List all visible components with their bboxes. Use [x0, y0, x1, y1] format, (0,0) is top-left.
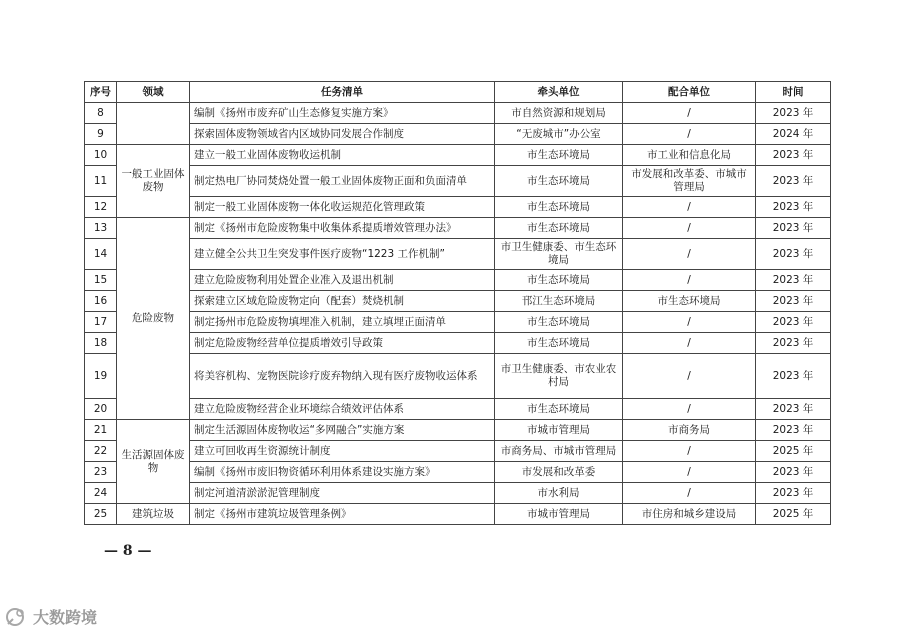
cell-domain: 建筑垃圾	[117, 504, 190, 525]
cell-task: 制定一般工业固体废物一体化收运规范化管理政策	[190, 197, 495, 218]
cell-coop: /	[623, 462, 756, 483]
cell-time: 2023 年	[756, 333, 831, 354]
cell-time: 2024 年	[756, 124, 831, 145]
cell-no: 11	[85, 166, 117, 197]
cell-task: 探索建立区域危险废物定向（配套）焚烧机制	[190, 291, 495, 312]
cell-no: 20	[85, 399, 117, 420]
cell-coop: 市生态环境局	[623, 291, 756, 312]
cell-task: 编制《扬州市废旧物资循环利用体系建设实施方案》	[190, 462, 495, 483]
cell-time: 2025 年	[756, 441, 831, 462]
cell-lead: 市卫生健康委、市生态环境局	[495, 239, 623, 270]
cell-no: 19	[85, 354, 117, 399]
table-row	[85, 354, 831, 399]
cell-no: 17	[85, 312, 117, 333]
table-row	[85, 239, 831, 270]
cell-no: 12	[85, 197, 117, 218]
cell-lead: 市生态环境局	[495, 270, 623, 291]
cell-time: 2023 年	[756, 145, 831, 166]
cell-coop: /	[623, 483, 756, 504]
cell-time: 2023 年	[756, 399, 831, 420]
cell-task: 制定生活源固体废物收运“多网融合”实施方案	[190, 420, 495, 441]
cell-task: 制定扬州市危险废物填埋准入机制，建立填埋正面清单	[190, 312, 495, 333]
cell-no: 25	[85, 504, 117, 525]
cell-no: 9	[85, 124, 117, 145]
cell-task: 制定《扬州市建筑垃圾管理条例》	[190, 504, 495, 525]
table-row	[85, 333, 831, 354]
cell-time: 2023 年	[756, 354, 831, 399]
table-row	[85, 291, 831, 312]
cell-lead: 市自然资源和规划局	[495, 103, 623, 124]
table-row	[85, 483, 831, 504]
cell-no: 10	[85, 145, 117, 166]
cell-domain: 危险废物	[117, 218, 190, 420]
header-lead-unit: 牵头单位	[495, 82, 623, 103]
watermark-logo-icon	[5, 607, 27, 627]
cell-time: 2023 年	[756, 420, 831, 441]
cell-time: 2023 年	[756, 270, 831, 291]
table-row	[85, 399, 831, 420]
table-row	[85, 312, 831, 333]
cell-coop: /	[623, 124, 756, 145]
cell-lead: “无废城市”办公室	[495, 124, 623, 145]
table-row	[85, 197, 831, 218]
cell-coop: 市住房和城乡建设局	[623, 504, 756, 525]
cell-no: 18	[85, 333, 117, 354]
cell-domain: 生活源固体废物	[117, 420, 190, 504]
cell-task: 建立一般工业固体废物收运机制	[190, 145, 495, 166]
cell-task: 制定热电厂协同焚烧处置一般工业固体废物正面和负面清单	[190, 166, 495, 197]
cell-lead: 市发展和改革委	[495, 462, 623, 483]
cell-no: 24	[85, 483, 117, 504]
header-serial: 序号	[85, 82, 117, 103]
cell-task: 将美容机构、宠物医院诊疗废弃物纳入现有医疗废物收运体系	[190, 354, 495, 399]
cell-lead: 市城市管理局	[495, 504, 623, 525]
cell-coop: /	[623, 399, 756, 420]
table-row	[85, 103, 831, 124]
cell-time: 2023 年	[756, 166, 831, 197]
cell-time: 2023 年	[756, 218, 831, 239]
cell-task: 建立危险废物利用处置企业准入及退出机制	[190, 270, 495, 291]
table-row	[85, 270, 831, 291]
cell-lead: 市生态环境局	[495, 333, 623, 354]
table-row	[85, 441, 831, 462]
header-task: 任务清单	[190, 82, 495, 103]
cell-task: 建立危险废物经营企业环境综合绩效评估体系	[190, 399, 495, 420]
table-row	[85, 145, 831, 166]
cell-coop: /	[623, 239, 756, 270]
cell-time: 2023 年	[756, 312, 831, 333]
cell-coop: /	[623, 218, 756, 239]
header-domain: 领域	[117, 82, 190, 103]
header-coop-unit: 配合单位	[623, 82, 756, 103]
watermark-text: 大数跨境	[33, 608, 98, 627]
cell-no: 13	[85, 218, 117, 239]
cell-coop: /	[623, 197, 756, 218]
cell-lead: 市生态环境局	[495, 145, 623, 166]
cell-task: 制定《扬州市危险废物集中收集体系提质增效管理办法》	[190, 218, 495, 239]
cell-task: 编制《扬州市废弃矿山生态修复实施方案》	[190, 103, 495, 124]
cell-no: 15	[85, 270, 117, 291]
header-time: 时间	[756, 82, 831, 103]
cell-coop: /	[623, 441, 756, 462]
watermark	[5, 605, 97, 628]
cell-coop: /	[623, 312, 756, 333]
cell-coop: /	[623, 354, 756, 399]
cell-no: 14	[85, 239, 117, 270]
cell-task: 建立可回收再生资源统计制度	[190, 441, 495, 462]
cell-time: 2023 年	[756, 462, 831, 483]
table-row	[85, 504, 831, 525]
cell-no: 22	[85, 441, 117, 462]
cell-task: 制定河道清淤淤泥管理制度	[190, 483, 495, 504]
cell-no: 16	[85, 291, 117, 312]
cell-coop: 市商务局	[623, 420, 756, 441]
table-row	[85, 166, 831, 197]
cell-task: 制定危险废物经营单位提质增效引导政策	[190, 333, 495, 354]
table-row	[85, 124, 831, 145]
cell-task: 探索固体废物领域省内区域协同发展合作制度	[190, 124, 495, 145]
cell-lead: 市城市管理局	[495, 420, 623, 441]
cell-lead: 市生态环境局	[495, 218, 623, 239]
cell-coop: 市发展和改革委、市城市管理局	[623, 166, 756, 197]
table-row	[85, 420, 831, 441]
cell-domain-blank	[117, 103, 190, 145]
table-row	[85, 462, 831, 483]
task-list-table	[84, 81, 831, 525]
cell-no: 23	[85, 462, 117, 483]
cell-lead: 市生态环境局	[495, 312, 623, 333]
cell-coop: 市工业和信息化局	[623, 145, 756, 166]
cell-no: 21	[85, 420, 117, 441]
cell-coop: /	[623, 103, 756, 124]
cell-lead: 市卫生健康委、市农业农村局	[495, 354, 623, 399]
page-number: — 8 —	[104, 543, 152, 559]
cell-coop: /	[623, 333, 756, 354]
cell-coop: /	[623, 270, 756, 291]
cell-domain: 一般工业固体废物	[117, 145, 190, 218]
cell-time: 2023 年	[756, 103, 831, 124]
cell-time: 2023 年	[756, 483, 831, 504]
table-row	[85, 218, 831, 239]
cell-lead: 市商务局、市城市管理局	[495, 441, 623, 462]
cell-lead: 市生态环境局	[495, 166, 623, 197]
cell-lead: 邗江生态环境局	[495, 291, 623, 312]
cell-time: 2025 年	[756, 504, 831, 525]
cell-time: 2023 年	[756, 197, 831, 218]
cell-task: 建立健全公共卫生突发事件医疗废物“1223 工作机制”	[190, 239, 495, 270]
cell-lead: 市生态环境局	[495, 399, 623, 420]
cell-time: 2023 年	[756, 239, 831, 270]
cell-time: 2023 年	[756, 291, 831, 312]
table-header-row	[85, 82, 831, 103]
cell-no: 8	[85, 103, 117, 124]
cell-lead: 市水利局	[495, 483, 623, 504]
cell-lead: 市生态环境局	[495, 197, 623, 218]
